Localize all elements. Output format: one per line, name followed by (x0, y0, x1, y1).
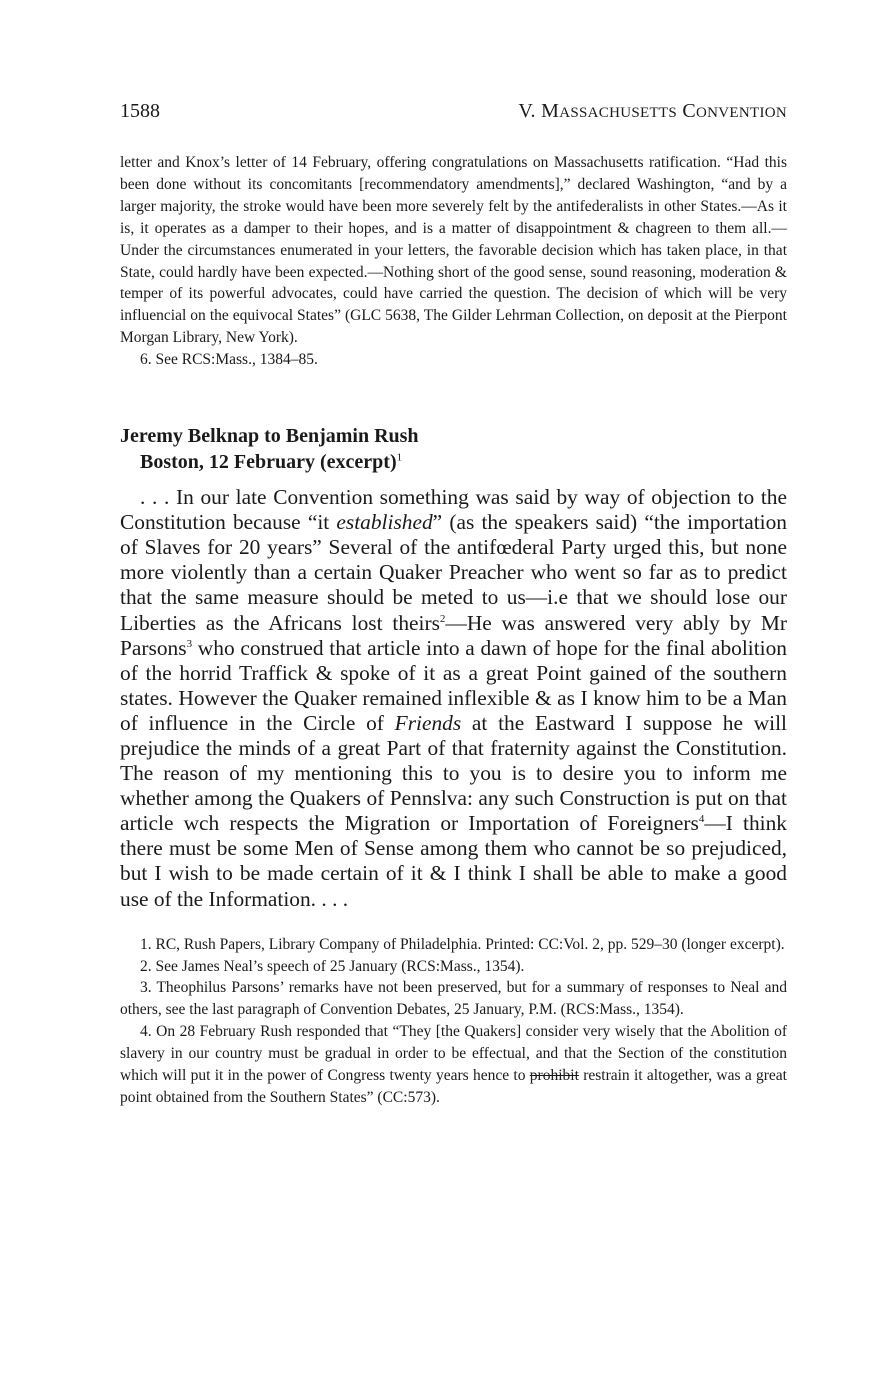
struck-word: prohibit (529, 1067, 579, 1085)
heading-line-2-text: Boston, 12 February (excerpt) (140, 451, 397, 474)
footnote-ref: 4 (698, 813, 705, 826)
running-head (120, 100, 787, 140)
section-title (518, 100, 787, 123)
footnote-4-part: restrain it altogether, was a great point obtained from the Southern States” (CC:573). (120, 1067, 787, 1106)
section-title-part: ASSACHUSETTS (559, 105, 678, 121)
document-page (120, 100, 787, 1109)
footnote-4 (120, 1021, 787, 1109)
letter-segment: who construed that article into a dawn of hope for the final abolition of the horrid Traffick & spoke of it as a great Point gained of the southern states. However the Quaker remained inflexible & as I know him to be a Man of influence in the Circle of (120, 635, 787, 735)
heading-line-2 (120, 449, 787, 475)
letter-segment: . . . In our late Convention something was said by way of objection to the Constitution because “it (120, 485, 787, 535)
prior-notes (120, 152, 787, 371)
letter-segment: —I think there must be some Men of Sense among them who cannot be so prejudiced, but I wish to be made certain of it & I think I shall be able to make a good use of the Information. . . . (120, 811, 787, 911)
footnote-4-part: 4. On 28 February Rush responded that “They [the Quakers] consider very wisely that the Abolition of slavery in our country must be gradual in order to be effectual, and that the Section of the constitution which will put it in the power of Congress twenty years hence to (120, 1023, 787, 1085)
section-title-part: C (677, 100, 696, 122)
footnote-1: 1. RC, Rush Papers, Library Company of Philadelphia. Printed: CC:Vol. 2, pp. 529–30 (longer excerpt). (140, 935, 785, 953)
section-title-part: V. M (518, 100, 560, 122)
document-heading (120, 423, 787, 475)
section-title-part: ONVENTION (695, 105, 787, 121)
letter-segment: ” (as the speakers said) “the importation of Slaves for 20 years” Several of the antifœderal Party urged this, but none more violently than a certain Quaker Preacher who went so far as to predict that the same measure should be meted to us—i.e that we should lose our Liberties as the Africans lost theirs (120, 510, 787, 635)
letter-italic: established (336, 510, 433, 535)
note-continuation: letter and Knox’s letter of 14 February, offering congratulations on Massachusetts ratification. “Had this been done without its concomitants [recommendatory amendments],” declared Washington, “and by a larger majority, the stroke would have been more severely felt by the antifederalists in other States.—As it is, it operates as a damper to their hopes, and is a matter of disappointment & chagreen to them all.—Under the circumstances enumerated in your letters, the favorable decision which has taken place, in that State, could hardly have been expected.—Nothing short of the good sense, sound reasoning, moderation & temper of its powerful advocates, could have carried the question. The decision of which will be very influencial on the equivocal States” (GLC 5638, The Gilder Lehrman Collection, on deposit at the Pierpont Morgan Library, New York). (120, 154, 787, 347)
letter-segment: at the Eastward I suppose he will prejudice the minds of a great Part of that fraternity against the Constitution. The reason of my mentioning this to you is to desire you to inform me whether among the Quakers of Pennslva: any such Construction is put on that article wch respects the Migration or Importation of Foreigners (120, 710, 788, 836)
letter-text (120, 485, 787, 912)
footnote-2: 2. See James Neal’s speech of 25 January (RCS:Mass., 1354). (140, 957, 525, 975)
page-number: 1588 (120, 100, 160, 122)
footnote-3: 3. Theophilus Parsons’ remarks have not been preserved, but for a summary of responses to Neal and others, see the last paragraph of Convention Debates, 25 January, P.M. (RCS:Mass., 1354). (120, 979, 787, 1019)
footnotes (120, 934, 787, 1109)
note-6: 6. See RCS:Mass., 1384–85. (140, 351, 318, 369)
letter-italic: Friends (394, 710, 462, 735)
footnote-ref: 1 (396, 451, 403, 464)
letter-segment: —He was answered very ably by Mr Parsons (120, 610, 788, 660)
heading-line-1: Jeremy Belknap to Benjamin Rush (120, 425, 419, 448)
footnote-ref: 2 (439, 612, 446, 625)
footnote-ref: 3 (186, 637, 193, 650)
